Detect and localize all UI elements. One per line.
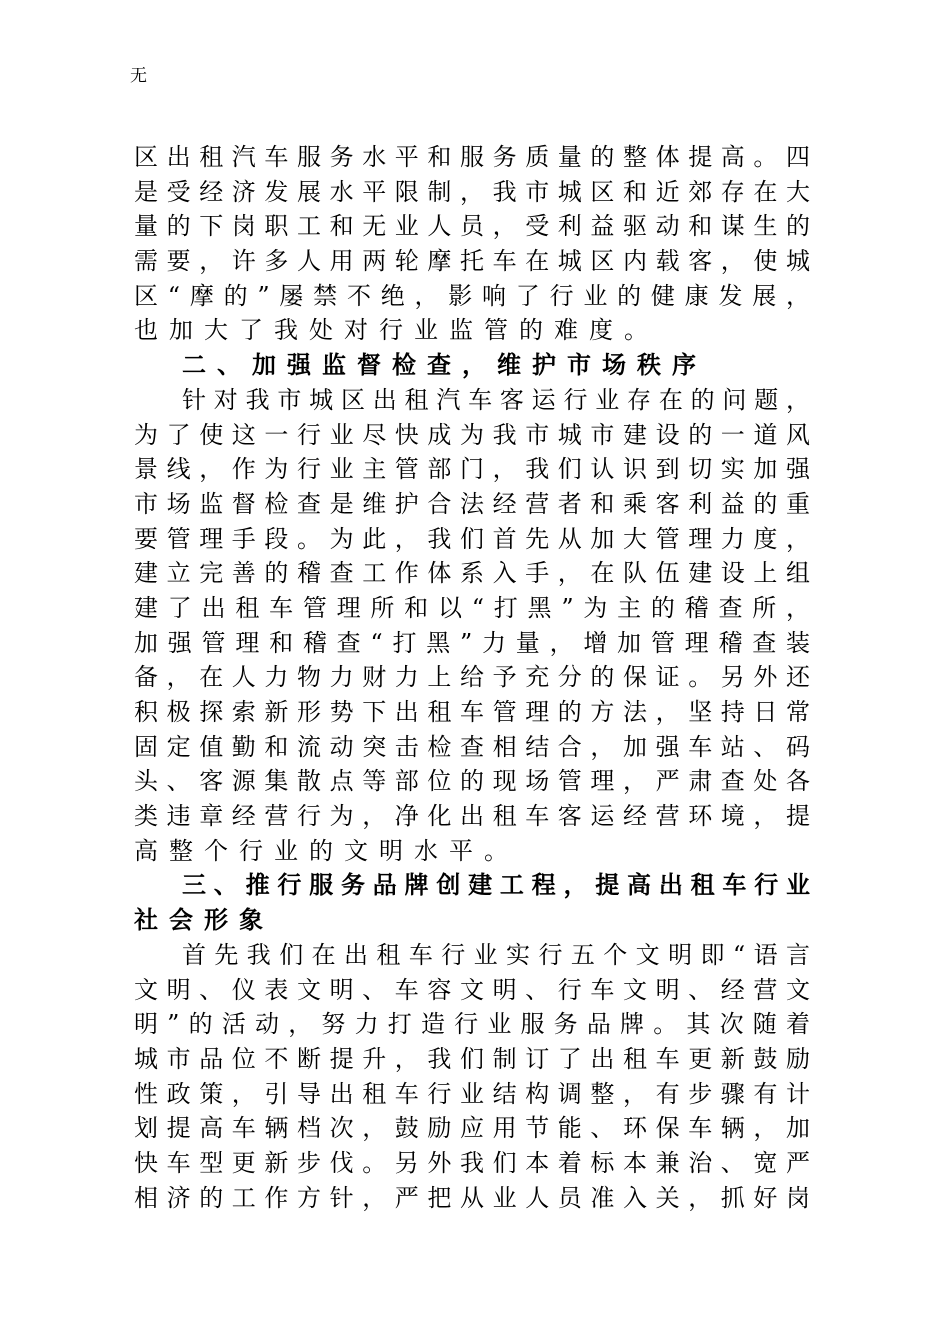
text-line: 性政策，引导出租车行业结构调整，有步骤有计: [134, 1079, 810, 1108]
text-line: 为了使这一行业尽快成为我市城市建设的一道风: [134, 420, 810, 449]
text-line: 量的下岗职工和无业人员，受利益驱动和谋生的: [134, 212, 810, 241]
text-line: 区“摩的”屡禁不绝，影响了行业的健康发展，: [134, 281, 810, 310]
text-line: 备，在人力物力财力上给予充分的保证。另外还: [134, 663, 810, 692]
page-header-mark: 无: [130, 66, 147, 86]
text-line: 积极探索新形势下出租车管理的方法，坚持日常: [134, 698, 810, 726]
text-line: 是受经济发展水平限制，我市城区和近郊存在大: [134, 177, 810, 206]
text-line: 市场监督检查是维护合法经营者和乘客利益的重: [134, 489, 810, 518]
text-line: 针对我市城区出租汽车客运行业存在的问题，: [182, 385, 810, 414]
text-line: 要管理手段。为此，我们首先从加大管理力度，: [134, 524, 810, 553]
text-line: 建了出租车管理所和以“打黑”为主的稽查所，: [134, 593, 810, 622]
text-line: 需要，许多人用两轮摩托车在城区内载客，使城: [134, 247, 810, 276]
text-line: 加强管理和稽查“打黑”力量，增加管理稽查装: [134, 628, 810, 657]
text-line: 明”的活动，努力打造行业服务品牌。其次随着: [134, 1010, 810, 1039]
text-line: 也加大了我处对行业监管的难度。: [134, 316, 659, 345]
text-line: 快车型更新步伐。另外我们本着标本兼治、宽严: [134, 1148, 810, 1177]
text-line: 建立完善的稽查工作体系入手，在队伍建设上组: [134, 559, 810, 588]
section-heading-3: 三、推行服务品牌创建工程，提高出租车行业: [182, 871, 810, 900]
text-line: 固定值勤和流动突击检查相结合，加强车站、码: [134, 732, 810, 761]
text-line: 划提高车辆档次，鼓励应用节能、环保车辆，加: [134, 1114, 810, 1143]
text-line: 首先我们在出租车行业实行五个文明即“语言: [182, 940, 810, 969]
section-heading-2: 二、加强监督检查，维护市场秩序: [182, 351, 707, 380]
text-line: 相济的工作方针，严把从业人员准入关，抓好岗: [134, 1183, 810, 1212]
text-line: 城市品位不断提升，我们制订了出租车更新鼓励: [134, 1044, 810, 1073]
text-line: 头、客源集散点等部位的现场管理，严肃查处各: [134, 767, 810, 796]
section-heading-3-continued: 社会形象: [134, 906, 274, 935]
text-line: 景线，作为行业主管部门，我们认识到切实加强: [134, 455, 810, 484]
text-line: 文明、仪表文明、车容文明、行车文明、经营文: [134, 975, 810, 1004]
text-line: 区出租汽车服务水平和服务质量的整体提高。四: [134, 143, 810, 171]
text-line: 类违章经营行为，净化出租车客运经营环境，提: [134, 802, 810, 831]
text-line: 高整个行业的文明水平。: [134, 836, 519, 865]
document-body: [134, 140, 810, 1215]
